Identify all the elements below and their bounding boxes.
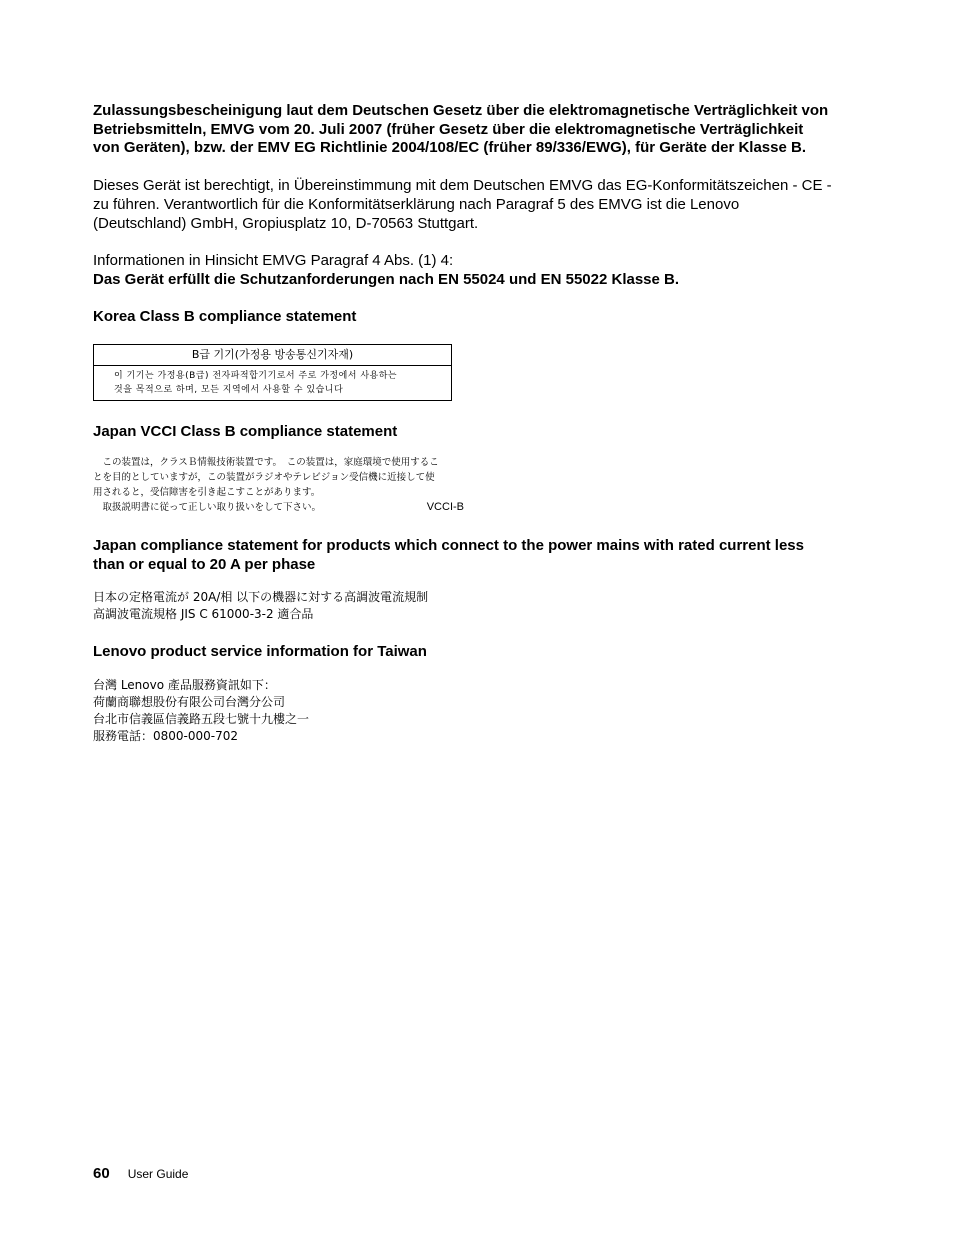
taiwan-service-info	[93, 677, 833, 745]
taiwan-line: 台北市信義區信義路五段七號十九樓之一	[93, 711, 310, 726]
japan-power-line: 高調波電流規格 JIS C 61000-3-2 適合品	[93, 607, 314, 622]
emvg-info-bold: Das Gerät erfüllt die Schutzanforderungen nach EN 55024 und EN 55022 Klasse B.	[93, 270, 680, 288]
taiwan-line: 服務電話：0800-000-702	[93, 728, 239, 743]
japan-power-statement	[93, 589, 833, 623]
korea-box-title: B급 기기(가정용 방송통신기자재)	[94, 345, 451, 366]
emvg-info	[93, 251, 833, 289]
taiwan-line: 荷蘭商聯想股份有限公司台灣分公司	[93, 694, 286, 709]
vcci-label: VCCI-B	[426, 500, 464, 513]
guide-title: User Guide	[127, 1167, 189, 1181]
korea-heading: Korea Class B compliance statement	[93, 307, 357, 325]
korea-box-line: 이 기기는 가정용(B급) 전자파적합기기로서 주로 가정에서 사용하는	[114, 371, 398, 382]
taiwan-heading: Lenovo product service information for Taiwan	[93, 643, 427, 661]
japan-power-heading: Japan compliance statement for products which connect to the power mains with rated current less than or equal to 20 A per phase	[93, 536, 804, 573]
page-number: 60	[93, 1165, 110, 1182]
page-content	[93, 102, 833, 745]
emvg-heading: Zulassungsbescheinigung laut dem Deutschen Gesetz über die elektromagnetische Verträglichkeit von Betriebsmitteln, EMVG vom 20. Juli 2007 (früher Gesetz über die elektromagnetische Verträglichkeit von Geräten), bzw. der EMV EG Richtlinie 2004/108/EC (früher 89/336/EWG), für Geräte der Klasse B.	[93, 102, 829, 157]
emvg-info-line: Informationen in Hinsicht EMVG Paragraf 4 Abs. (1) 4:	[93, 251, 454, 269]
japan-power-line: 日本の定格電流が 20A/相 以下の機器に対する高調波電流規制	[93, 590, 429, 605]
taiwan-line: 台灣 Lenovo 產品服務資訊如下：	[93, 677, 276, 692]
page-footer	[93, 1165, 188, 1182]
japan-vcci-line: 用されると，受信障害を引き起こすことがあります。	[93, 486, 321, 498]
emvg-paragraph: Dieses Gerät ist berechtigt, in Übereinstimmung mit dem Deutschen EMVG das EG-Konformitätszeichen - CE - zu führen. Verantwortlich für die Konformitätserklärung nach Paragraf 5 des EMVG ist die Lenovo (Deutschland) GmbH, Gropiusplatz 10, D-70563 Stuttgart.	[93, 176, 832, 232]
korea-box-line: 것을 목적으로 하며, 모든 지역에서 사용할 수 있습니다	[114, 385, 344, 396]
japan-vcci-line: この装置は，クラスＢ情報技術装置です。 この装置は，家庭環境で使用するこ	[93, 456, 439, 468]
japan-vcci-heading: Japan VCCI Class B compliance statement	[93, 423, 398, 441]
japan-vcci-line: とを目的としていますが，この装置がラジオやテレビジョン受信機に近接して使	[93, 471, 435, 483]
japan-vcci-line: 取扱説明書に従って正しい取り扱いをして下さい。	[93, 501, 322, 513]
korea-box-body	[94, 366, 451, 400]
korea-statement-box	[93, 344, 452, 401]
japan-vcci-statement	[93, 455, 465, 515]
